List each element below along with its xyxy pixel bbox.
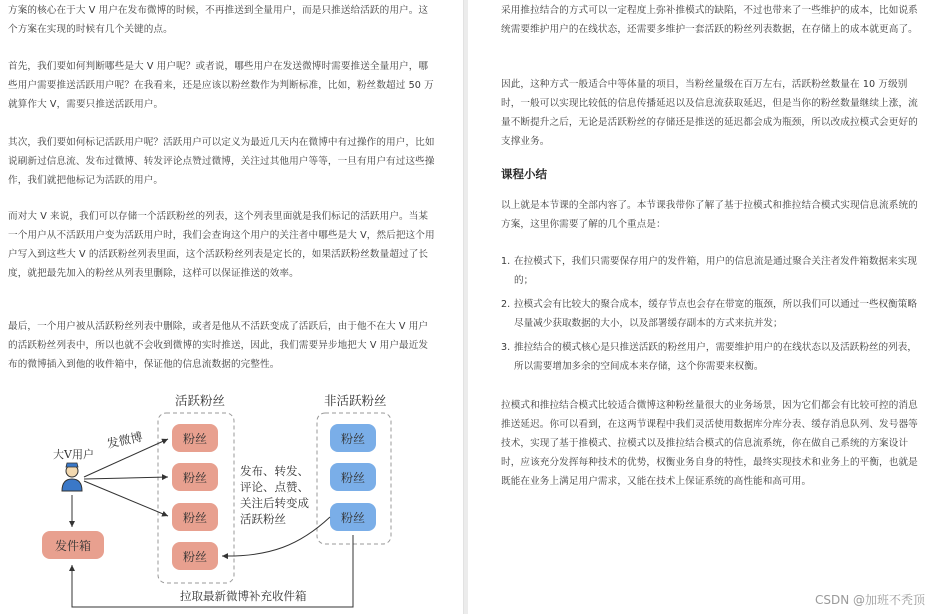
svg-text:粉丝: 粉丝 — [341, 471, 366, 485]
conversion-note-line-1: 发布、转发、 — [240, 464, 309, 478]
left-page — [0, 0, 461, 614]
svg-text:粉丝: 粉丝 — [183, 550, 208, 564]
inactive-fan-1 — [330, 424, 376, 452]
pull-latest-weibo-label: 拉取最新微博补充收件箱 — [180, 589, 307, 603]
left-paragraph-1: 方案的核心在于大 V 用户在发布微博的时候，不再推送到全量用户，而是只推送给活跃的用户。这个方案在实现的时候有几个关键的点。 — [8, 5, 429, 35]
left-paragraph-5: 最后，一个用户被从活跃粉丝列表中删除，或者是他从不活跃变成了活跃后，由于他不在大 V 用户的活跃粉丝列表中，所以也就不会收到微博的实时推送，因此，我们需要异步地把大 V 用户最近发布的微博插入到他的收件箱中，保证他的信息流数据的完整性。 — [8, 321, 429, 370]
svg-text:粉丝: 粉丝 — [183, 511, 208, 525]
active-fan-3 — [172, 503, 218, 531]
active-fan-1 — [172, 424, 218, 452]
summary-intro: 以上就是本节课的全部内容了。本节课我带你了解了基于拉模式和推拉结合模式实现信息流系统的方案，这里你需要了解的几个重点是： — [501, 200, 918, 230]
section-heading-summary: 课程小结 — [501, 167, 547, 181]
active-fans-title: 活跃粉丝 — [175, 393, 226, 408]
page-divider — [463, 0, 468, 614]
big-v-user-icon — [62, 463, 82, 491]
closing-paragraph: 拉模式和推拉结合模式比较适合微博这种粉丝量很大的业务场景，因为它们都会有比较可控的消息推送延迟。你可以看到，在这两节课程中我们灵活使用数据库分库分表、缓存消息队列、发号器等技术，实现了基于推模式、拉模式以及推拉结合模式的信息流系统，你在做自己系统的方案设计时，应该充分发挥每种技术的优势，权衡业务自身的特性，最终实现技术和业务上的平衡，也就是既能在业务上满足用户需求，又能在技术上保证系统的高性能和高可用。 — [501, 400, 918, 487]
svg-text:粉丝: 粉丝 — [183, 471, 208, 485]
outbox-label: 发件箱 — [55, 539, 92, 553]
active-fan-4 — [172, 542, 218, 570]
conversion-note-line-2: 评论、点赞、 — [240, 480, 309, 494]
post-weibo-label: 发微博 — [105, 429, 144, 451]
left-paragraph-3: 其次，我们要如何标记活跃用户呢？活跃用户可以定义为最近几天内在微博中有过操作的用户，比如说刷新过信息流、发布过微博、转发评论点赞过微博，关注过其他用户等等，一旦有用户有过这些操作，我们就把他标记为活跃的用户。 — [8, 137, 435, 186]
active-fan-2 — [172, 463, 218, 491]
list-item: 1. 在拉模式下，我们只需要保存用户的发件箱，用户的信息流是通过聚合关注者发件箱数据来实现的； — [501, 256, 917, 286]
inactive-fan-3 — [330, 503, 376, 531]
svg-text:粉丝: 粉丝 — [183, 432, 208, 446]
big-v-user-label: 大V用户 — [53, 448, 94, 461]
csdn-watermark: CSDN @加班不秃顶 — [814, 593, 925, 607]
list-item: 2. 拉模式会有比较大的聚合成本，缓存节点也会存在带宽的瓶颈，所以我们可以通过一些权衡策略尽量减少获取数据的大小，以及部署缓存副本的方式来抗并发； — [501, 299, 917, 329]
list-item: 3. 推拉结合的模式核心是只推送活跃的粉丝用户，需要维护用户的在线状态以及活跃粉丝的列表，所以需要增加多余的空间成本来存储，这个你需要来权衡。 — [501, 342, 917, 372]
conversion-note-line-4: 活跃粉丝 — [240, 512, 286, 526]
push-pull-diagram — [0, 375, 461, 615]
right-page — [470, 0, 931, 614]
right-paragraph-2: 因此，这种方式一般适合中等体量的项目，当粉丝量级在百万左右，活跃粉丝数量在 10 万级别时，一般可以实现比较低的信息传播延迟以及信息流获取延迟，但是当你的粉丝数量继续上涨，流量不断提升之后，无论是活跃粉丝的存储还是推送的延迟都会成为瓶颈，所以改成拉模式会更好的支撑业务。 — [501, 79, 918, 147]
left-paragraph-4: 而对大 V 来说，我们可以存储一个活跃粉丝的列表，这个列表里面就是我们标记的活跃用户。当某一个用户从不活跃用户变为活跃用户时，我们会查询这个用户的关注者中哪些是大 V，然后把这个用户写入到这些大 V 的活跃粉丝列表里面，这个活跃粉丝列表是定长的，如果活跃粉丝数量超过了长度，就把最先加入的粉丝从列表里删除，这样可以保证推送的效率。 — [8, 211, 435, 279]
inactive-fan-2 — [330, 463, 376, 491]
inactive-fans-title: 非活跃粉丝 — [324, 393, 387, 408]
right-paragraph-1: 采用推拉结合的方式可以一定程度上弥补推模式的缺陷，不过也带来了一些维护的成本，比如说系统需要维护用户的在线状态，还需要多维护一套活跃的粉丝列表数据，在存储上的成本就更高了。 — [501, 5, 918, 35]
left-paragraph-2: 首先，我们要如何判断哪些是大 V 用户呢？或者说，哪些用户在发送微博时需要推送全量用户，哪些用户需要推送活跃用户呢？在我看来，还是应该以粉丝数作为判断标准，比如，粉丝数超过 50 万就算作大 V，需要只推送活跃用户。 — [8, 61, 434, 110]
conversion-note-line-3: 关注后转变成 — [240, 496, 309, 510]
svg-text:粉丝: 粉丝 — [341, 432, 366, 446]
svg-text:粉丝: 粉丝 — [341, 511, 366, 525]
summary-list — [501, 252, 924, 381]
